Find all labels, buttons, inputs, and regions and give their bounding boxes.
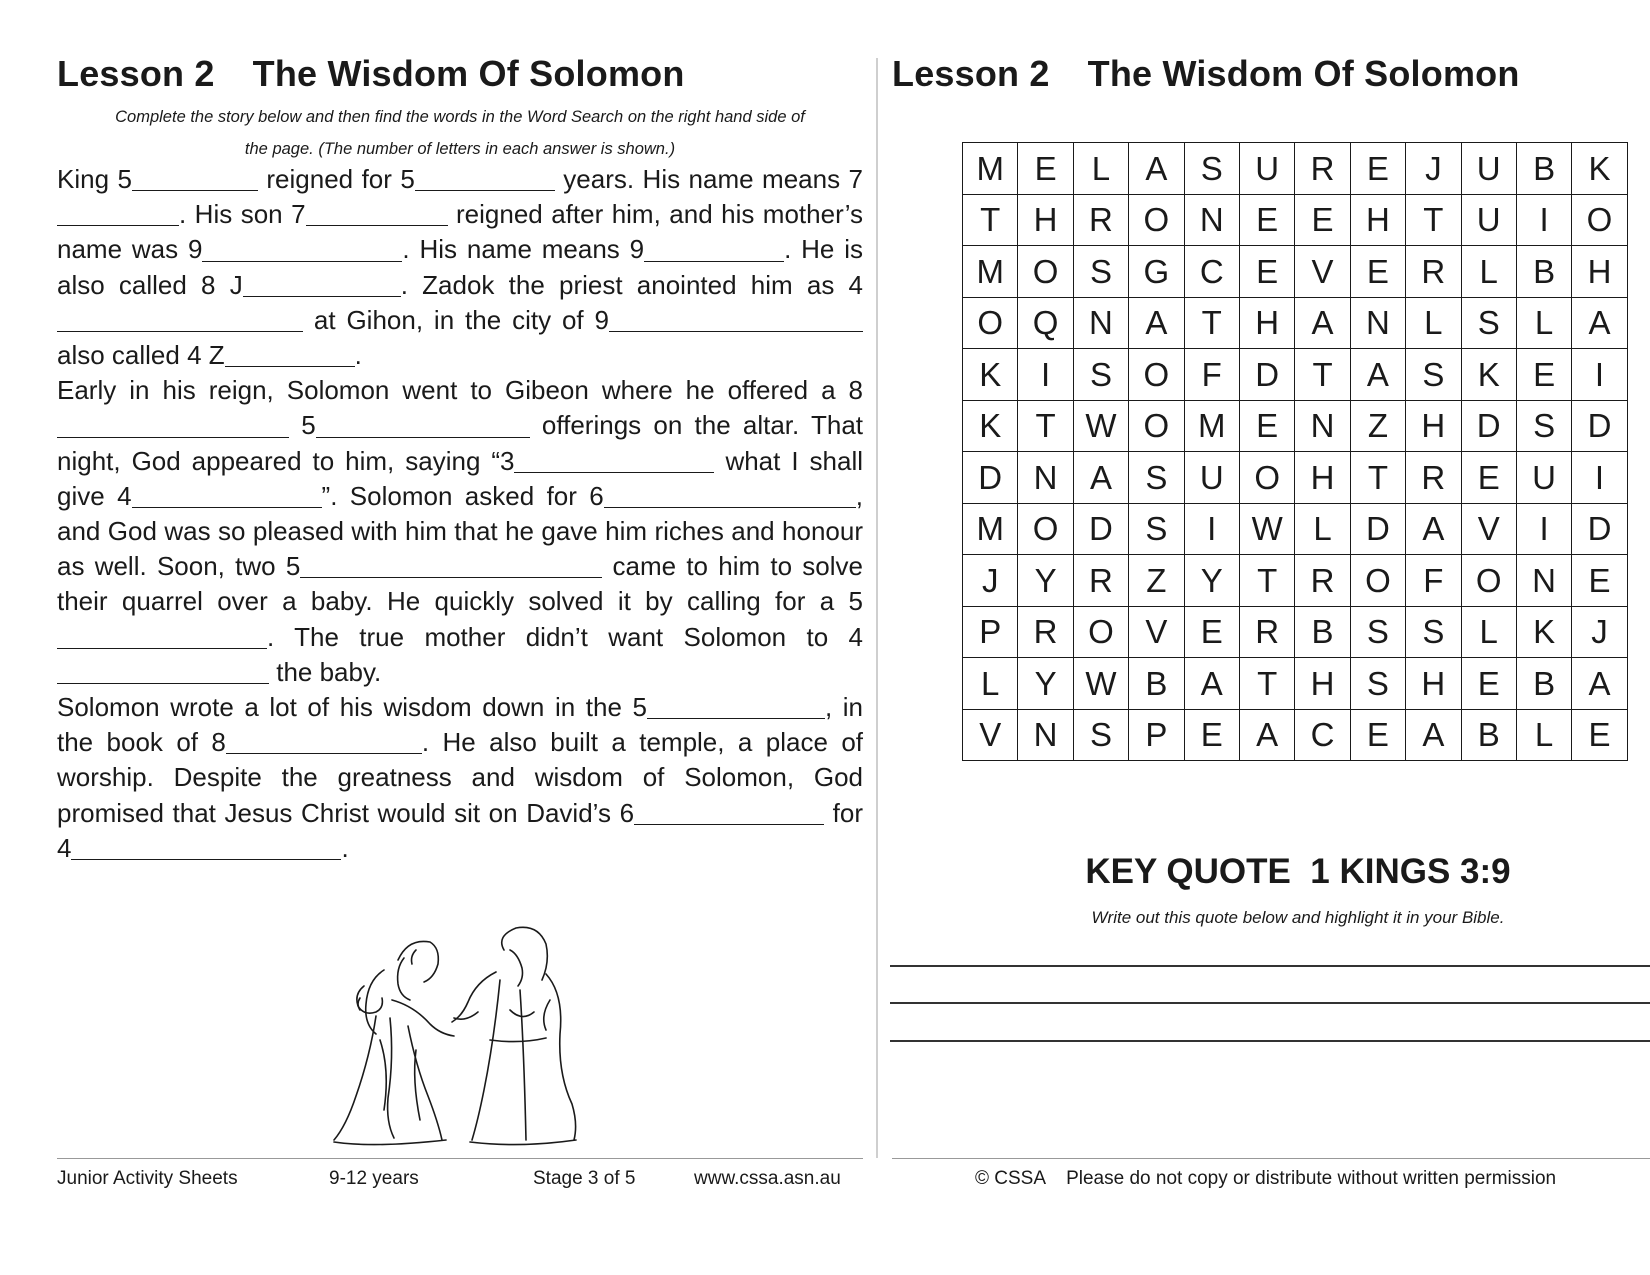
answer-blank[interactable] xyxy=(647,691,825,719)
grid-letter[interactable]: F xyxy=(1406,555,1461,607)
lesson-title-right xyxy=(892,50,1520,98)
footer-stage: Stage 3 of 5 xyxy=(533,1168,636,1189)
answer-blank[interactable] xyxy=(609,304,863,332)
grid-letter[interactable]: U xyxy=(1184,452,1239,504)
grid-letter[interactable]: I xyxy=(1018,349,1073,401)
grid-letter[interactable]: R xyxy=(1406,246,1461,298)
answer-blank[interactable] xyxy=(202,233,402,261)
grid-letter[interactable]: H xyxy=(1018,194,1073,246)
grid-letter[interactable]: O xyxy=(1129,349,1184,401)
lesson-number: Lesson 2 xyxy=(892,53,1050,94)
grid-letter[interactable]: C xyxy=(1184,246,1239,298)
grid-letter[interactable]: O xyxy=(1018,503,1073,555)
grid-letter[interactable]: H xyxy=(1406,400,1461,452)
grid-row xyxy=(963,503,1628,555)
grid-letter[interactable]: H xyxy=(1350,194,1405,246)
grid-letter[interactable]: L xyxy=(1516,297,1571,349)
grid-letter[interactable]: O xyxy=(1073,606,1128,658)
grid-letter[interactable]: R xyxy=(1295,555,1350,607)
grid-letter[interactable]: E xyxy=(1572,709,1627,761)
grid-letter[interactable]: K xyxy=(963,400,1018,452)
grid-letter[interactable]: V xyxy=(1295,246,1350,298)
grid-letter[interactable]: K xyxy=(1461,349,1516,401)
grid-letter[interactable]: E xyxy=(1516,349,1571,401)
two-women-illustration xyxy=(320,920,590,1150)
grid-letter[interactable]: V xyxy=(963,709,1018,761)
grid-letter[interactable]: O xyxy=(1129,194,1184,246)
key-quote-title: KEY QUOTE 1 KINGS 3:9 xyxy=(1085,852,1511,891)
footer-copyright: © CSSA Please do not copy or distribute without written permission xyxy=(975,1168,1557,1189)
grid-letter[interactable]: L xyxy=(1461,606,1516,658)
grid-row xyxy=(963,555,1628,607)
grid-letter[interactable]: E xyxy=(1239,246,1294,298)
story-paragraph-1: King 5 reigned for 5 years. His name means 7. His son 7 reigned after him, and his mother’s name was 9 . His name means 9 . He is also called 8 J . Zadok the priest anointed him as 4 at Gihon, in the city of 9 also called 4 Z . xyxy=(57,164,864,371)
grid-letter[interactable]: D xyxy=(1073,503,1128,555)
grid-letter[interactable]: M xyxy=(963,246,1018,298)
grid-letter[interactable]: W xyxy=(1073,658,1128,710)
grid-letter[interactable]: N xyxy=(1184,194,1239,246)
grid-letter[interactable]: C xyxy=(1295,709,1350,761)
grid-letter[interactable]: D xyxy=(1239,349,1294,401)
grid-letter[interactable]: R xyxy=(1295,143,1350,195)
grid-letter[interactable]: S xyxy=(1129,452,1184,504)
grid-letter[interactable]: A xyxy=(1295,297,1350,349)
grid-letter[interactable]: E xyxy=(1572,555,1627,607)
grid-letter[interactable]: A xyxy=(1239,709,1294,761)
grid-letter[interactable]: N xyxy=(1073,297,1128,349)
grid-letter[interactable]: B xyxy=(1461,709,1516,761)
grid-letter[interactable]: S xyxy=(1406,349,1461,401)
writing-line[interactable] xyxy=(890,1040,1650,1042)
grid-letter[interactable]: S xyxy=(1129,503,1184,555)
grid-letter[interactable]: B xyxy=(1295,606,1350,658)
answer-blank[interactable] xyxy=(243,268,401,296)
grid-row xyxy=(963,606,1628,658)
answer-blank[interactable] xyxy=(644,233,784,261)
grid-letter[interactable]: K xyxy=(1572,143,1627,195)
answer-blank[interactable] xyxy=(226,726,422,754)
grid-letter[interactable]: A xyxy=(1073,452,1128,504)
grid-letter[interactable]: L xyxy=(1406,297,1461,349)
grid-letter[interactable]: E xyxy=(1461,452,1516,504)
answer-blank[interactable] xyxy=(225,339,355,367)
grid-letter[interactable]: N xyxy=(1350,297,1405,349)
grid-letter[interactable]: O xyxy=(1239,452,1294,504)
grid-letter[interactable]: U xyxy=(1239,143,1294,195)
word-search-grid[interactable] xyxy=(962,142,1628,761)
writing-line[interactable] xyxy=(890,965,1650,967)
grid-letter[interactable]: Q xyxy=(1018,297,1073,349)
story-text xyxy=(57,162,863,866)
lesson-number: Lesson 2 xyxy=(57,53,215,94)
grid-letter[interactable]: I xyxy=(1572,349,1627,401)
grid-row xyxy=(963,143,1628,195)
grid-row xyxy=(963,400,1628,452)
grid-letter[interactable]: V xyxy=(1129,606,1184,658)
grid-row xyxy=(963,246,1628,298)
grid-letter[interactable]: O xyxy=(1018,246,1073,298)
grid-letter[interactable]: H xyxy=(1295,452,1350,504)
story-paragraph-3: Solomon wrote a lot of his wisdom down in the 5 , in the book of 8 . He also built a temple, a place of worship. Despite the greatness and wisdom of Solomon, God promised that Jesus Christ would sit on David’s 6 for 4 . xyxy=(57,692,863,863)
grid-letter[interactable]: U xyxy=(1516,452,1571,504)
footer-ages: 9-12 years xyxy=(329,1168,419,1189)
instructions-line-2: the page. (The number of letters in each answer is shown.) xyxy=(244,140,676,158)
grid-letter[interactable]: J xyxy=(963,555,1018,607)
answer-blank[interactable] xyxy=(316,409,530,437)
page-divider xyxy=(876,58,878,1158)
grid-letter[interactable]: K xyxy=(1516,606,1571,658)
grid-row xyxy=(963,194,1628,246)
grid-letter[interactable]: H xyxy=(1406,658,1461,710)
grid-letter[interactable]: T xyxy=(1295,349,1350,401)
grid-letter[interactable]: A xyxy=(1129,143,1184,195)
left-page xyxy=(57,50,863,866)
grid-letter[interactable]: Y xyxy=(1018,658,1073,710)
grid-letter[interactable]: N xyxy=(1295,400,1350,452)
grid-letter[interactable]: A xyxy=(1406,503,1461,555)
grid-letter[interactable]: E xyxy=(1350,143,1405,195)
grid-letter[interactable]: L xyxy=(1073,143,1128,195)
grid-letter[interactable]: H xyxy=(1295,658,1350,710)
grid-letter[interactable]: D xyxy=(1572,503,1627,555)
grid-letter[interactable]: B xyxy=(1516,658,1571,710)
answer-blank[interactable] xyxy=(71,832,341,860)
grid-letter[interactable]: J xyxy=(1406,143,1461,195)
grid-letter[interactable]: H xyxy=(1239,297,1294,349)
answer-blank[interactable] xyxy=(634,796,824,824)
answer-blank[interactable] xyxy=(57,198,179,226)
answer-blank[interactable] xyxy=(514,444,714,472)
grid-letter[interactable]: E xyxy=(1184,606,1239,658)
grid-letter[interactable]: M xyxy=(963,143,1018,195)
grid-letter[interactable]: A xyxy=(1406,709,1461,761)
grid-row xyxy=(963,709,1628,761)
grid-letter[interactable]: G xyxy=(1129,246,1184,298)
grid-letter[interactable]: A xyxy=(1572,658,1627,710)
answer-blank[interactable] xyxy=(132,480,322,508)
story-paragraph-2: Early in his reign, Solomon went to Gibeon where he offered a 8 5 offerings on the altar. That night, God appeared to him, saying “3 what I shall give 4 ”. Solomon asked for 6 , and God was so pleased with him that he gave him riches and honour as well. Soon, two 5 came to him to solve their quarrel over a baby. He quickly solved it by calling for a 5. The true mother didn’t want Solomon to 4 the baby. xyxy=(57,375,864,687)
grid-letter[interactable]: P xyxy=(1129,709,1184,761)
grid-letter[interactable]: B xyxy=(1129,658,1184,710)
grid-letter[interactable]: D xyxy=(1572,400,1627,452)
answer-blank[interactable] xyxy=(57,304,303,332)
answer-blank[interactable] xyxy=(306,198,448,226)
grid-letter[interactable]: S xyxy=(1350,606,1405,658)
grid-letter[interactable]: E xyxy=(1018,143,1073,195)
grid-letter[interactable]: T xyxy=(1406,194,1461,246)
grid-letter[interactable]: E xyxy=(1184,709,1239,761)
key-quote-instructions: Write out this quote below and highlight it in your Bible. xyxy=(1091,908,1505,927)
answer-blank[interactable] xyxy=(57,409,289,437)
footer-rule-right xyxy=(892,1158,1650,1159)
grid-letter[interactable]: T xyxy=(963,194,1018,246)
grid-letter[interactable]: I xyxy=(1516,194,1571,246)
grid-letter[interactable]: D xyxy=(1350,503,1405,555)
grid-letter[interactable]: T xyxy=(1239,555,1294,607)
grid-letter[interactable]: R xyxy=(1239,606,1294,658)
answer-blank[interactable] xyxy=(57,656,269,684)
grid-letter[interactable]: Y xyxy=(1184,555,1239,607)
answer-blank[interactable] xyxy=(415,163,555,191)
grid-letter[interactable]: Z xyxy=(1129,555,1184,607)
grid-letter[interactable]: O xyxy=(963,297,1018,349)
grid-letter[interactable]: I xyxy=(1516,503,1571,555)
grid-letter[interactable]: I xyxy=(1184,503,1239,555)
grid-letter[interactable]: A xyxy=(1572,297,1627,349)
grid-letter[interactable]: E xyxy=(1239,194,1294,246)
grid-letter[interactable]: R xyxy=(1406,452,1461,504)
grid-letter[interactable]: U xyxy=(1461,143,1516,195)
grid-letter[interactable]: E xyxy=(1350,246,1405,298)
answer-blank[interactable] xyxy=(132,163,258,191)
grid-letter[interactable]: E xyxy=(1350,709,1405,761)
grid-letter[interactable]: I xyxy=(1572,452,1627,504)
grid-letter[interactable]: W xyxy=(1073,400,1128,452)
grid-letter[interactable]: O xyxy=(1350,555,1405,607)
writing-line[interactable] xyxy=(890,1002,1650,1004)
grid-letter[interactable]: R xyxy=(1073,194,1128,246)
grid-letter[interactable]: S xyxy=(1406,606,1461,658)
footer-series: Junior Activity Sheets xyxy=(57,1168,238,1189)
grid-letter[interactable]: R xyxy=(1073,555,1128,607)
grid-letter[interactable]: L xyxy=(1461,246,1516,298)
grid-letter[interactable]: A xyxy=(1129,297,1184,349)
grid-row xyxy=(963,452,1628,504)
grid-letter[interactable]: Z xyxy=(1350,400,1405,452)
grid-letter[interactable]: S xyxy=(1350,658,1405,710)
grid-letter[interactable]: E xyxy=(1239,400,1294,452)
lesson-name: The Wisdom Of Solomon xyxy=(252,53,685,94)
answer-blank[interactable] xyxy=(604,480,856,508)
grid-letter[interactable]: S xyxy=(1073,246,1128,298)
grid-letter[interactable]: L xyxy=(1295,503,1350,555)
answer-blank[interactable] xyxy=(57,620,267,648)
grid-row xyxy=(963,658,1628,710)
grid-letter[interactable]: K xyxy=(963,349,1018,401)
grid-letter[interactable]: T xyxy=(1018,400,1073,452)
grid-letter[interactable]: S xyxy=(1073,709,1128,761)
grid-letter[interactable]: T xyxy=(1184,297,1239,349)
grid-letter[interactable]: P xyxy=(963,606,1018,658)
grid-letter[interactable]: D xyxy=(963,452,1018,504)
footer-rule-left xyxy=(57,1158,863,1159)
grid-letter[interactable]: N xyxy=(1018,709,1073,761)
grid-letter[interactable]: E xyxy=(1295,194,1350,246)
grid-letter[interactable]: T xyxy=(1239,658,1294,710)
grid-letter[interactable]: S xyxy=(1073,349,1128,401)
grid-letter[interactable]: B xyxy=(1516,143,1571,195)
grid-letter[interactable]: N xyxy=(1516,555,1571,607)
grid-row xyxy=(963,349,1628,401)
footer-website[interactable]: www.cssa.asn.au xyxy=(694,1168,841,1189)
grid-letter[interactable]: B xyxy=(1516,246,1571,298)
grid-letter[interactable]: H xyxy=(1572,246,1627,298)
grid-letter[interactable]: U xyxy=(1461,194,1516,246)
grid-letter[interactable]: R xyxy=(1018,606,1073,658)
lesson-title-left xyxy=(57,50,863,98)
grid-letter[interactable]: O xyxy=(1572,194,1627,246)
grid-letter[interactable]: L xyxy=(963,658,1018,710)
grid-letter[interactable]: D xyxy=(1461,400,1516,452)
grid-letter[interactable]: J xyxy=(1572,606,1627,658)
grid-letter[interactable]: V xyxy=(1461,503,1516,555)
grid-letter[interactable]: N xyxy=(1018,452,1073,504)
grid-letter[interactable]: S xyxy=(1461,297,1516,349)
instructions-line-1: Complete the story below and then find the words in the Word Search on the right hand side of xyxy=(115,108,805,126)
grid-letter[interactable]: A xyxy=(1350,349,1405,401)
grid-letter[interactable]: F xyxy=(1184,349,1239,401)
grid-letter[interactable]: S xyxy=(1184,143,1239,195)
grid-letter[interactable]: O xyxy=(1461,555,1516,607)
grid-letter[interactable]: T xyxy=(1350,452,1405,504)
grid-row xyxy=(963,297,1628,349)
grid-letter[interactable]: E xyxy=(1461,658,1516,710)
lesson-name: The Wisdom Of Solomon xyxy=(1087,53,1520,94)
grid-letter[interactable]: O xyxy=(1129,400,1184,452)
grid-letter[interactable]: Y xyxy=(1018,555,1073,607)
grid-letter[interactable]: M xyxy=(963,503,1018,555)
grid-letter[interactable]: A xyxy=(1184,658,1239,710)
grid-letter[interactable]: M xyxy=(1184,400,1239,452)
grid-letter[interactable]: L xyxy=(1516,709,1571,761)
answer-blank[interactable] xyxy=(300,550,602,578)
grid-letter[interactable]: S xyxy=(1516,400,1571,452)
grid-letter[interactable]: W xyxy=(1239,503,1294,555)
